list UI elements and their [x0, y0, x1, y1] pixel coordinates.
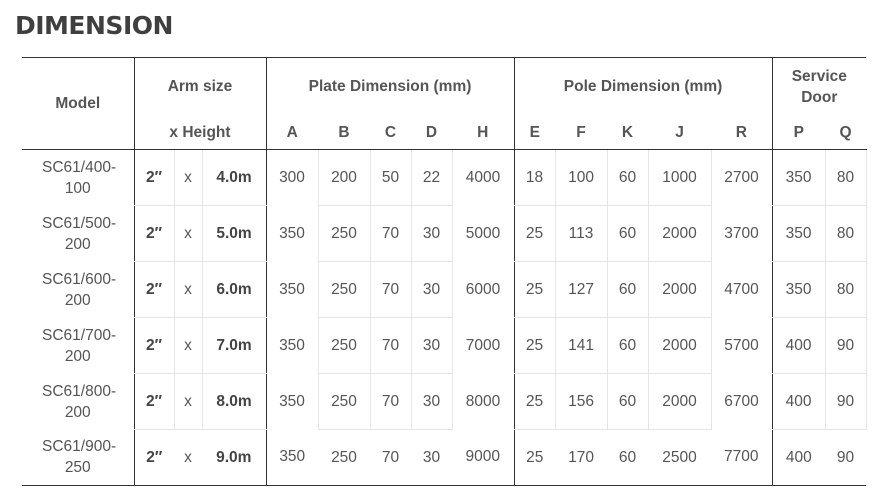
height-cell: 4.0m — [202, 150, 266, 206]
x-cell: x — [174, 430, 202, 486]
table-row — [22, 318, 866, 374]
cell-j: 1000 — [648, 150, 711, 206]
cell-f: 156 — [555, 374, 607, 430]
height-cell: 7.0m — [202, 318, 266, 374]
cell-a: 350 — [266, 262, 318, 318]
cell-h: 9000 — [452, 430, 514, 486]
cell-b: 250 — [318, 206, 370, 262]
cell-b: 250 — [318, 430, 370, 486]
header-pole-dimension: Pole Dimension (mm) — [514, 58, 772, 117]
cell-j: 2000 — [648, 262, 711, 318]
cell-k: 60 — [607, 318, 648, 374]
header-col-k: K — [607, 116, 648, 150]
cell-d: 30 — [411, 206, 452, 262]
cell-c: 70 — [370, 206, 411, 262]
arm-cell: 2″ — [134, 206, 174, 262]
cell-e: 25 — [514, 430, 555, 486]
cell-p: 350 — [772, 262, 825, 318]
arm-cell: 2″ — [134, 150, 174, 206]
arm-cell: 2″ — [134, 318, 174, 374]
header-service-door — [772, 58, 866, 117]
cell-a: 350 — [266, 430, 318, 486]
cell-f: 170 — [555, 430, 607, 486]
table-row — [22, 206, 866, 262]
cell-e: 18 — [514, 150, 555, 206]
height-cell: 8.0m — [202, 374, 266, 430]
cell-q: 80 — [825, 206, 866, 262]
arm-cell: 2″ — [134, 430, 174, 486]
table-row — [22, 262, 866, 318]
arm-cell: 2″ — [134, 262, 174, 318]
cell-f: 127 — [555, 262, 607, 318]
cell-f: 100 — [555, 150, 607, 206]
cell-e: 25 — [514, 374, 555, 430]
cell-c: 50 — [370, 150, 411, 206]
model-cell: SC61/600-200 — [42, 270, 117, 309]
header-col-d: D — [411, 116, 452, 150]
cell-q: 90 — [825, 430, 866, 486]
x-cell: x — [174, 374, 202, 430]
table-row — [22, 374, 866, 430]
cell-d: 30 — [411, 430, 452, 486]
header-col-p: P — [772, 116, 825, 150]
cell-h: 8000 — [465, 392, 501, 410]
cell-b: 200 — [318, 150, 370, 206]
cell-e: 25 — [514, 262, 555, 318]
cell-a: 350 — [266, 206, 318, 262]
cell-d: 30 — [411, 318, 452, 374]
cell-p: 350 — [772, 206, 825, 262]
cell-r: 3700 — [711, 206, 772, 262]
cell-q: 90 — [825, 374, 866, 430]
cell-r: 2700 — [711, 150, 772, 206]
cell-d: 22 — [411, 150, 452, 206]
cell-a: 350 — [266, 374, 318, 430]
cell-k: 60 — [607, 206, 648, 262]
header-col-r: R — [711, 116, 772, 150]
cell-j: 2000 — [648, 206, 711, 262]
cell-d: 30 — [411, 262, 452, 318]
model-cell: SC61/800-200 — [42, 382, 117, 421]
cell-c: 70 — [370, 430, 411, 486]
cell-h: 7000 — [465, 336, 501, 354]
height-cell: 6.0m — [202, 262, 266, 318]
cell-p: 400 — [772, 318, 825, 374]
header-col-a: A — [266, 116, 318, 150]
cell-b: 250 — [318, 318, 370, 374]
cell-r: 5700 — [711, 318, 772, 374]
model-cell: SC61/700-200 — [42, 326, 117, 365]
height-cell: 5.0m — [202, 206, 266, 262]
cell-p: 400 — [772, 374, 825, 430]
cell-e: 25 — [514, 206, 555, 262]
header-col-j: J — [648, 116, 711, 150]
table-row — [22, 150, 866, 206]
header-col-c: C — [370, 116, 411, 150]
header-model: Model — [22, 58, 134, 150]
header-arm-size: Arm size — [134, 58, 266, 117]
header-col-e: E — [514, 116, 555, 150]
cell-p: 350 — [772, 150, 825, 206]
cell-q: 80 — [825, 150, 866, 206]
x-cell: x — [174, 150, 202, 206]
cell-a: 350 — [266, 318, 318, 374]
model-cell: SC61/900-250 — [22, 430, 134, 486]
dimension-table — [22, 57, 867, 486]
cell-q: 80 — [825, 262, 866, 318]
table-row — [22, 430, 866, 486]
model-cell: SC61/500-200 — [42, 214, 117, 253]
arm-cell: 2″ — [134, 374, 174, 430]
cell-b: 250 — [318, 374, 370, 430]
cell-p: 400 — [772, 430, 825, 486]
cell-e: 25 — [514, 318, 555, 374]
service-door-label: Service Door — [791, 68, 847, 106]
model-cell: SC61/400-100 — [42, 158, 117, 197]
cell-a: 300 — [266, 150, 318, 206]
header-col-f: F — [555, 116, 607, 150]
cell-k: 60 — [607, 262, 648, 318]
cell-h: 4000 — [465, 168, 501, 186]
cell-f: 113 — [555, 206, 607, 262]
cell-j: 2500 — [648, 430, 711, 486]
cell-c: 70 — [370, 262, 411, 318]
cell-j: 2000 — [648, 374, 711, 430]
x-cell: x — [174, 206, 202, 262]
cell-k: 60 — [607, 374, 648, 430]
cell-d: 30 — [411, 374, 452, 430]
cell-r: 4700 — [711, 262, 772, 318]
cell-h: 6000 — [465, 280, 501, 298]
cell-c: 70 — [370, 374, 411, 430]
cell-q: 90 — [825, 318, 866, 374]
header-col-h: H — [452, 116, 514, 150]
cell-k: 60 — [607, 150, 648, 206]
cell-f: 141 — [555, 318, 607, 374]
x-cell: x — [174, 262, 202, 318]
header-x-height: x Height — [134, 116, 266, 150]
x-cell: x — [174, 318, 202, 374]
header-plate-dimension: Plate Dimension (mm) — [266, 58, 514, 117]
height-cell: 9.0m — [202, 430, 266, 486]
header-col-q: Q — [825, 116, 866, 150]
cell-r: 6700 — [711, 374, 772, 430]
cell-c: 70 — [370, 318, 411, 374]
cell-b: 250 — [318, 262, 370, 318]
cell-j: 2000 — [648, 318, 711, 374]
header-col-b: B — [318, 116, 370, 150]
page-title: DIMENSION — [15, 11, 173, 40]
cell-h: 5000 — [465, 224, 501, 242]
cell-k: 60 — [607, 430, 648, 486]
cell-r: 7700 — [711, 430, 772, 486]
